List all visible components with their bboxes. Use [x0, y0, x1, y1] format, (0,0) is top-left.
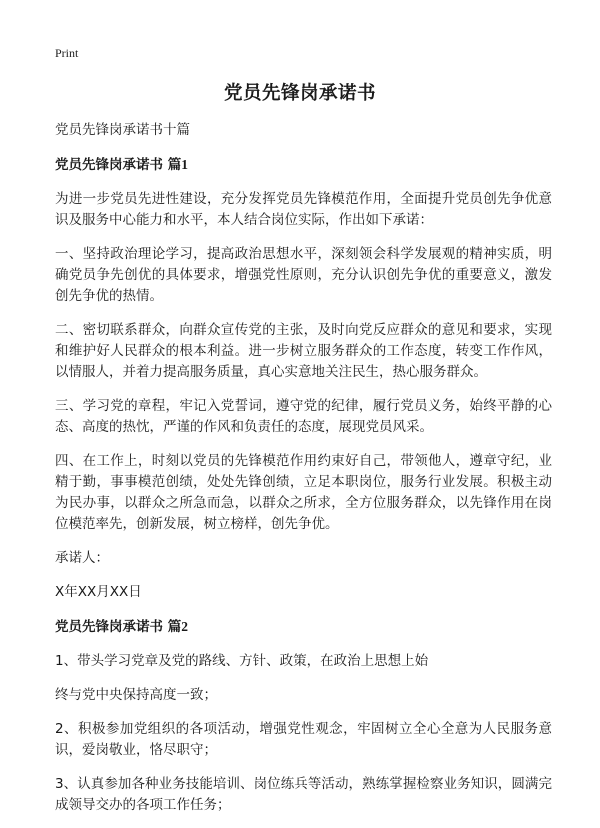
section1-item-2: 二、密切联系群众，向群众宣传党的主张，及时向党反应群众的意见和要求，实现和维护好人民群众的根本利益。进一步树立服务群众的工作态度，转变工作作风，以情服人，并着力提高服务质量，真心实意地关注民生，热心服务群众。 — [55, 322, 552, 380]
section2-item-3: 3、认真参加各种业务技能培训、岗位练兵等活动，熟练掌握检察业务知识，圆满完成领导交办的各项工作任务； — [55, 776, 552, 813]
print-link[interactable]: Print — [55, 46, 79, 60]
section-heading-2 — [55, 616, 552, 638]
section-heading-2-num: 篇2 — [167, 619, 188, 634]
document-title: 党员先锋岗承诺书 — [223, 83, 376, 104]
section1-intro: 为进一步党员先进性建设，充分发挥党员先锋模范作用，全面提升党员创先争优意识及服务中心能力和水平，本人结合岗位实际，作出如下承诺： — [55, 191, 552, 228]
section-heading-1 — [55, 154, 552, 176]
section1-item-3: 三、学习党的章程，牢记入党誓词，遵守党的纪律，履行党员义务，始终平静的心态、高度的热忱，严谨的作风和负责任的态度，展现党员风采。 — [55, 398, 552, 435]
signature-date: X年XX月XX日 — [55, 584, 142, 600]
section1-item-1: 一、坚持政治理论学习，提高政治思想水平，深刻领会科学发展观的精神实质，明确党员争先创优的具体要求，增强党性原则，充分认识创先争优的重要意义，激发创先争优的热情。 — [55, 246, 552, 304]
section-heading-2-text: 党员先锋岗承诺书 — [55, 619, 163, 635]
document-body — [55, 120, 552, 816]
section-heading-1-num: 篇1 — [167, 157, 188, 172]
document-subtitle: 党员先锋岗承诺书十篇 — [55, 122, 190, 138]
section1-item-4: 四、在工作上，时刻以党员的先锋模范作用约束好自己，带领他人，遵章守纪，业精于勤，事事模范创绩，处处先锋创绩，立足本职岗位，服务行业发展。积极主动为民办事，以群众之所急而急，以群众之所求，全方位服务群众，以先锋作用在岗位模范率先，创新发展，树立榜样，创先争优。 — [55, 453, 552, 532]
section-heading-1-text: 党员先锋岗承诺书 — [55, 157, 163, 173]
section2-item-1: 1、带头学习党章及党的路线、方针、政策，在政治上思想上始 — [55, 653, 429, 669]
section2-item-2: 2、积极参加党组织的各项活动，增强党性观念，牢固树立全心全意为人民服务意识，爱岗敬业，恪尽职守； — [55, 721, 552, 758]
section2-item-1-cont: 终与党中央保持高度一致； — [55, 687, 217, 703]
signer-label: 承诺人： — [55, 550, 109, 566]
